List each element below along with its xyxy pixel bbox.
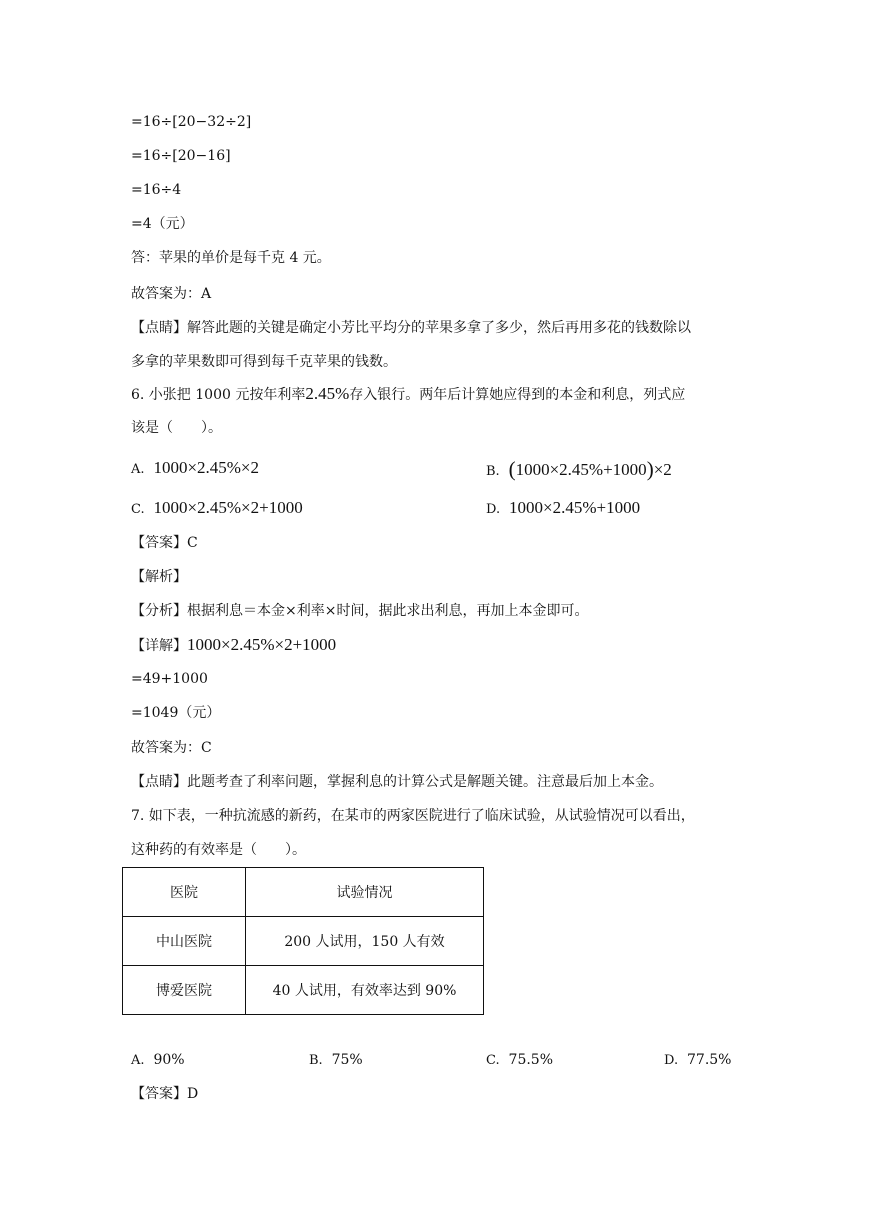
option-label: B. xyxy=(309,1053,323,1068)
table-row xyxy=(123,917,484,966)
option-label: D. xyxy=(664,1053,679,1068)
table-cell: 中山医院 xyxy=(123,917,246,966)
option-value: 77.5% xyxy=(687,1052,732,1068)
q6-detail xyxy=(131,635,336,656)
option-suffix: ×2 xyxy=(653,460,672,479)
table-cell: 200 人试用，150 人有效 xyxy=(246,917,484,966)
option-expression: 1000×2.45%×2+1000 xyxy=(153,498,303,517)
option-label: C. xyxy=(131,502,145,517)
option-value: 90% xyxy=(153,1052,185,1068)
tip-q5-line1: 【点睛】解答此题的关键是确定小芳比平均分的苹果多拿了多少，然后再用多花的钱数除以 xyxy=(131,320,691,336)
q6-answer: 【答案】C xyxy=(131,535,198,551)
q6-stem-line1 xyxy=(131,384,685,405)
q6-analysis-heading: 【解析】 xyxy=(131,569,187,585)
q6-stem-line2: 该是（ ）。 xyxy=(131,420,222,436)
option-value: 75.5% xyxy=(508,1052,554,1068)
q6-option-d xyxy=(486,498,640,520)
option-expression: 1000×2.45%×2 xyxy=(153,458,260,477)
answer-sentence: 答：苹果的单价是每千克 4 元。 xyxy=(131,250,331,266)
option-label: B. xyxy=(486,464,500,479)
q7-option-c xyxy=(486,1050,553,1071)
q7-stem-line2: 这种药的有效率是（ ）。 xyxy=(131,842,306,858)
open-paren: ( xyxy=(508,457,516,481)
option-expression: 1000×2.45%+1000 xyxy=(509,498,641,517)
table-cell: 40 人试用，有效率达到 90% xyxy=(246,966,484,1015)
q6-option-b xyxy=(486,458,672,482)
q6-analysis: 【分析】根据利息＝本金×利率×时间，据此求出利息，再加上本金即可。 xyxy=(131,603,589,619)
q6-stem-suffix: 存入银行。两年后计算她应得到的本金和利息，列式应 xyxy=(349,387,686,403)
q6-option-a xyxy=(131,458,259,480)
option-expression: 1000×2.45%+1000 xyxy=(515,460,647,479)
option-label: C. xyxy=(486,1053,500,1068)
solution-step-3: =16÷4 xyxy=(131,182,182,198)
q6-tip: 【点睛】此题考查了利率问题，掌握利息的计算公式是解题关键。注意最后加上本金。 xyxy=(131,774,663,790)
q7-answer: 【答案】D xyxy=(131,1086,199,1102)
trial-table xyxy=(122,867,484,1015)
table-cell: 博爱医院 xyxy=(123,966,246,1015)
option-value: 75% xyxy=(331,1052,363,1068)
q6-step-2: =1049（元） xyxy=(131,705,221,721)
solution-step-4: =4（元） xyxy=(131,216,194,232)
q6-step-1: =49+1000 xyxy=(131,671,208,687)
q6-option-c xyxy=(131,498,303,520)
solution-step-2: =16÷[20−16] xyxy=(131,148,231,164)
q6-stem-prefix: 6. 小张把 1000 元按年利率 xyxy=(131,387,306,403)
tip-q5-line2: 多拿的苹果数即可得到每千克苹果的钱数。 xyxy=(131,354,397,370)
final-answer-q5: 故答案为：A xyxy=(131,286,212,302)
detail-expression: 1000×2.45%×2+1000 xyxy=(187,635,337,654)
close-paren: ) xyxy=(646,457,654,481)
header-trial: 试验情况 xyxy=(246,868,484,917)
table-row xyxy=(123,966,484,1015)
q6-rate: 2.45% xyxy=(305,384,350,403)
q7-option-a xyxy=(131,1050,185,1071)
solution-step-1: =16÷[20−32÷2] xyxy=(131,114,252,130)
q6-final-answer: 故答案为：C xyxy=(131,740,212,756)
table-header-row xyxy=(123,868,484,917)
q7-option-b xyxy=(309,1050,363,1071)
option-label: A. xyxy=(131,462,145,477)
q7-stem-line1: 7. 如下表，一种抗流感的新药，在某市的两家医院进行了临床试验，从试验情况可以看出， xyxy=(131,808,695,824)
q7-option-d xyxy=(664,1050,731,1071)
header-hospital: 医院 xyxy=(123,868,246,917)
option-label: A. xyxy=(131,1053,145,1068)
detail-label: 【详解】 xyxy=(131,638,187,654)
option-label: D. xyxy=(486,502,501,517)
